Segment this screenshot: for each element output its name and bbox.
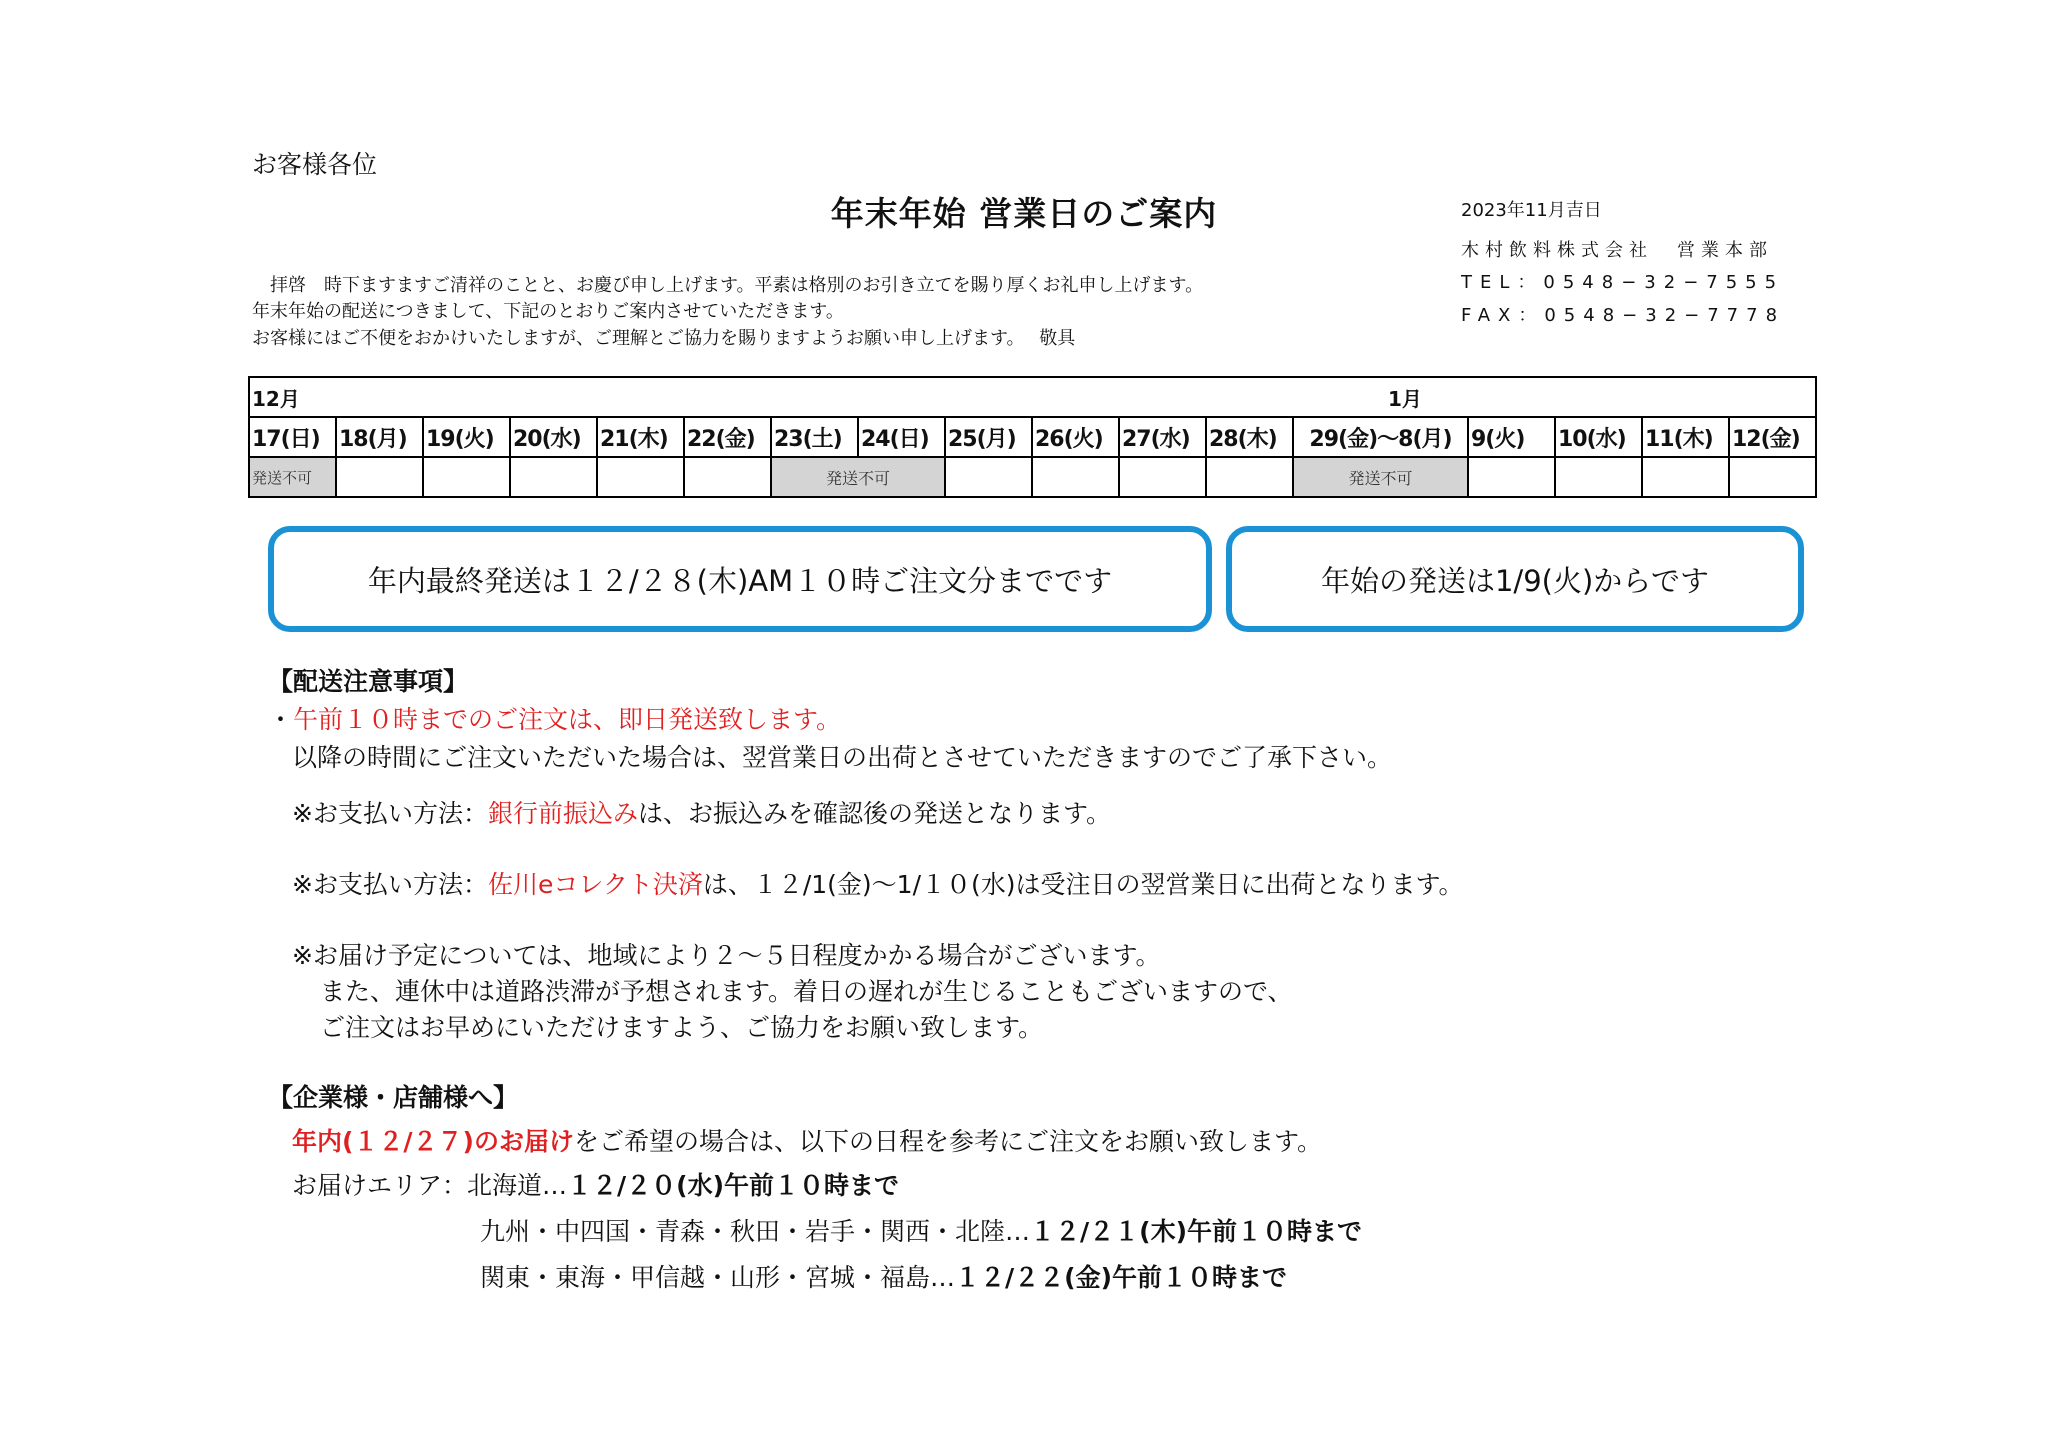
payment-method-collect: 佐川eコレクト決済 [487,870,703,899]
first-shipment-box [1226,526,1804,632]
status-cell [597,457,684,497]
issue-date: 2023年11月吉日 [1461,200,1602,221]
payment-note-collect [292,865,1464,901]
day-cell: 29(金)〜8(月) [1293,417,1468,457]
day-cell: 12(金) [1729,417,1816,457]
area-row-2 [480,1212,1362,1248]
after-cutoff-note: 以降の時間にご注文いただいた場合は、翌営業日の出荷とさせていただきますのでご了承下さい。 [292,743,1393,772]
status-no-shipping: 発送不可 [249,457,336,497]
fax-number: FAX：0548−32−7778 [1461,305,1786,326]
day-cell: 18(月) [336,417,423,457]
day-cell: 23(土) [771,417,858,457]
status-cell [1468,457,1555,497]
same-day-note [268,700,841,736]
status-no-shipping: 発送不可 [1293,457,1468,497]
status-cell [1206,457,1293,497]
year-end-delivery-note [292,1122,1322,1158]
last-shipment-box [268,526,1212,632]
day-cell: 11(木) [1642,417,1729,457]
intro-line-3: お客様にはご不便をおかけいたしますが、ご理解とご協力を賜りますようお願い申し上げます。 敬具 [252,328,1076,349]
area-row-1 [292,1166,899,1202]
payment-description: は、お振込みを確認後の発送となります。 [637,799,1111,828]
day-cell: 25(月) [945,417,1032,457]
first-shipment-text: 年始の発送は1/9(火)からです [1320,563,1709,598]
status-cell [1729,457,1816,497]
day-cell: 22(金) [684,417,771,457]
day-cell: 21(木) [597,417,684,457]
shipping-calendar [248,376,1817,498]
last-shipment-text: 年内最終発送は１２/２８(木)AM１０時ご注文分までです [367,563,1113,598]
delivery-note-2: また、連休中は道路渋滞が予想されます。着日の遅れが生じることもございますので、 [320,977,1293,1006]
status-cell [1555,457,1642,497]
area-label: お届けエリア： [292,1171,468,1200]
status-cell [1119,457,1206,497]
day-cell: 10(水) [1555,417,1642,457]
area-deadline: １２/２１(木)午前１０時まで [1030,1217,1362,1246]
day-cell: 17(日) [249,417,336,457]
business-heading: 【企業様・店舗様へ】 [268,1083,519,1112]
day-cell: 9(火) [1468,417,1555,457]
area-name: 北海道… [467,1171,568,1200]
payment-label: ※お支払い方法： [292,870,488,899]
payment-note-bank [292,794,1111,830]
area-name: 九州・中四国・青森・秋田・岩手・関西・北陸… [480,1217,1031,1246]
payment-label: ※お支払い方法： [292,799,488,828]
area-name: 関東・東海・甲信越・山形・宮城・福島… [480,1263,956,1292]
day-cell: 27(水) [1119,417,1206,457]
status-cell [510,457,597,497]
status-cell [423,457,510,497]
status-cell [336,457,423,497]
day-cell: 26(火) [1032,417,1119,457]
same-day-text: 午前１０時までのご注文は、即日発送致します。 [293,705,842,734]
company-name: 木村飲料株式会社 営業本部 [1461,240,1773,261]
month-december: 12月 [249,377,1293,417]
day-cell: 24(日) [858,417,945,457]
notes-heading: 【配送注意事項】 [268,667,469,696]
status-cell [945,457,1032,497]
status-no-shipping: 発送不可 [771,457,945,497]
day-cell: 19(火) [423,417,510,457]
area-deadline: １２/２２(金)午前１０時まで [955,1263,1287,1292]
day-cell: 28(木) [1206,417,1293,457]
month-january: 1月 [1293,377,1816,417]
payment-method-bank: 銀行前振込み [487,799,638,828]
status-cell [684,457,771,497]
intro-line-2: 年末年始の配送につきまして、下記のとおりご案内させていただきます。 [252,301,844,322]
salutation: お客様各位 [252,150,378,179]
delivery-note-1: ※お届け予定については、地域により２〜５日程度かかる場合がございます。 [292,941,1161,970]
status-cell [1642,457,1729,497]
tel-number: TEL：0548−32−7555 [1461,272,1785,293]
area-deadline: １２/２０(水)午前１０時まで [567,1171,900,1200]
year-end-delivery-date: 年内(１２/２７)のお届け [292,1127,574,1156]
status-cell [1032,457,1119,497]
year-end-delivery-text: をご希望の場合は、以下の日程を参考にご注文をお願い致します。 [573,1127,1322,1156]
day-cell: 20(水) [510,417,597,457]
delivery-note-3: ご注文はお早めにいただけますよう、ご協力をお願い致します。 [320,1013,1044,1042]
payment-description: は、１２/1(金)〜1/１０(水)は受注日の翌営業日に出荷となります。 [702,870,1464,899]
area-row-3 [480,1258,1287,1294]
intro-line-1: 拝啓 時下ますますご清祥のことと、お慶び申し上げます。平素は格別のお引き立てを賜り厚くお礼申し上げます。 [252,275,1204,296]
bullet: ・ [268,705,294,734]
page-title: 年末年始 営業日のご案内 [830,194,1218,233]
